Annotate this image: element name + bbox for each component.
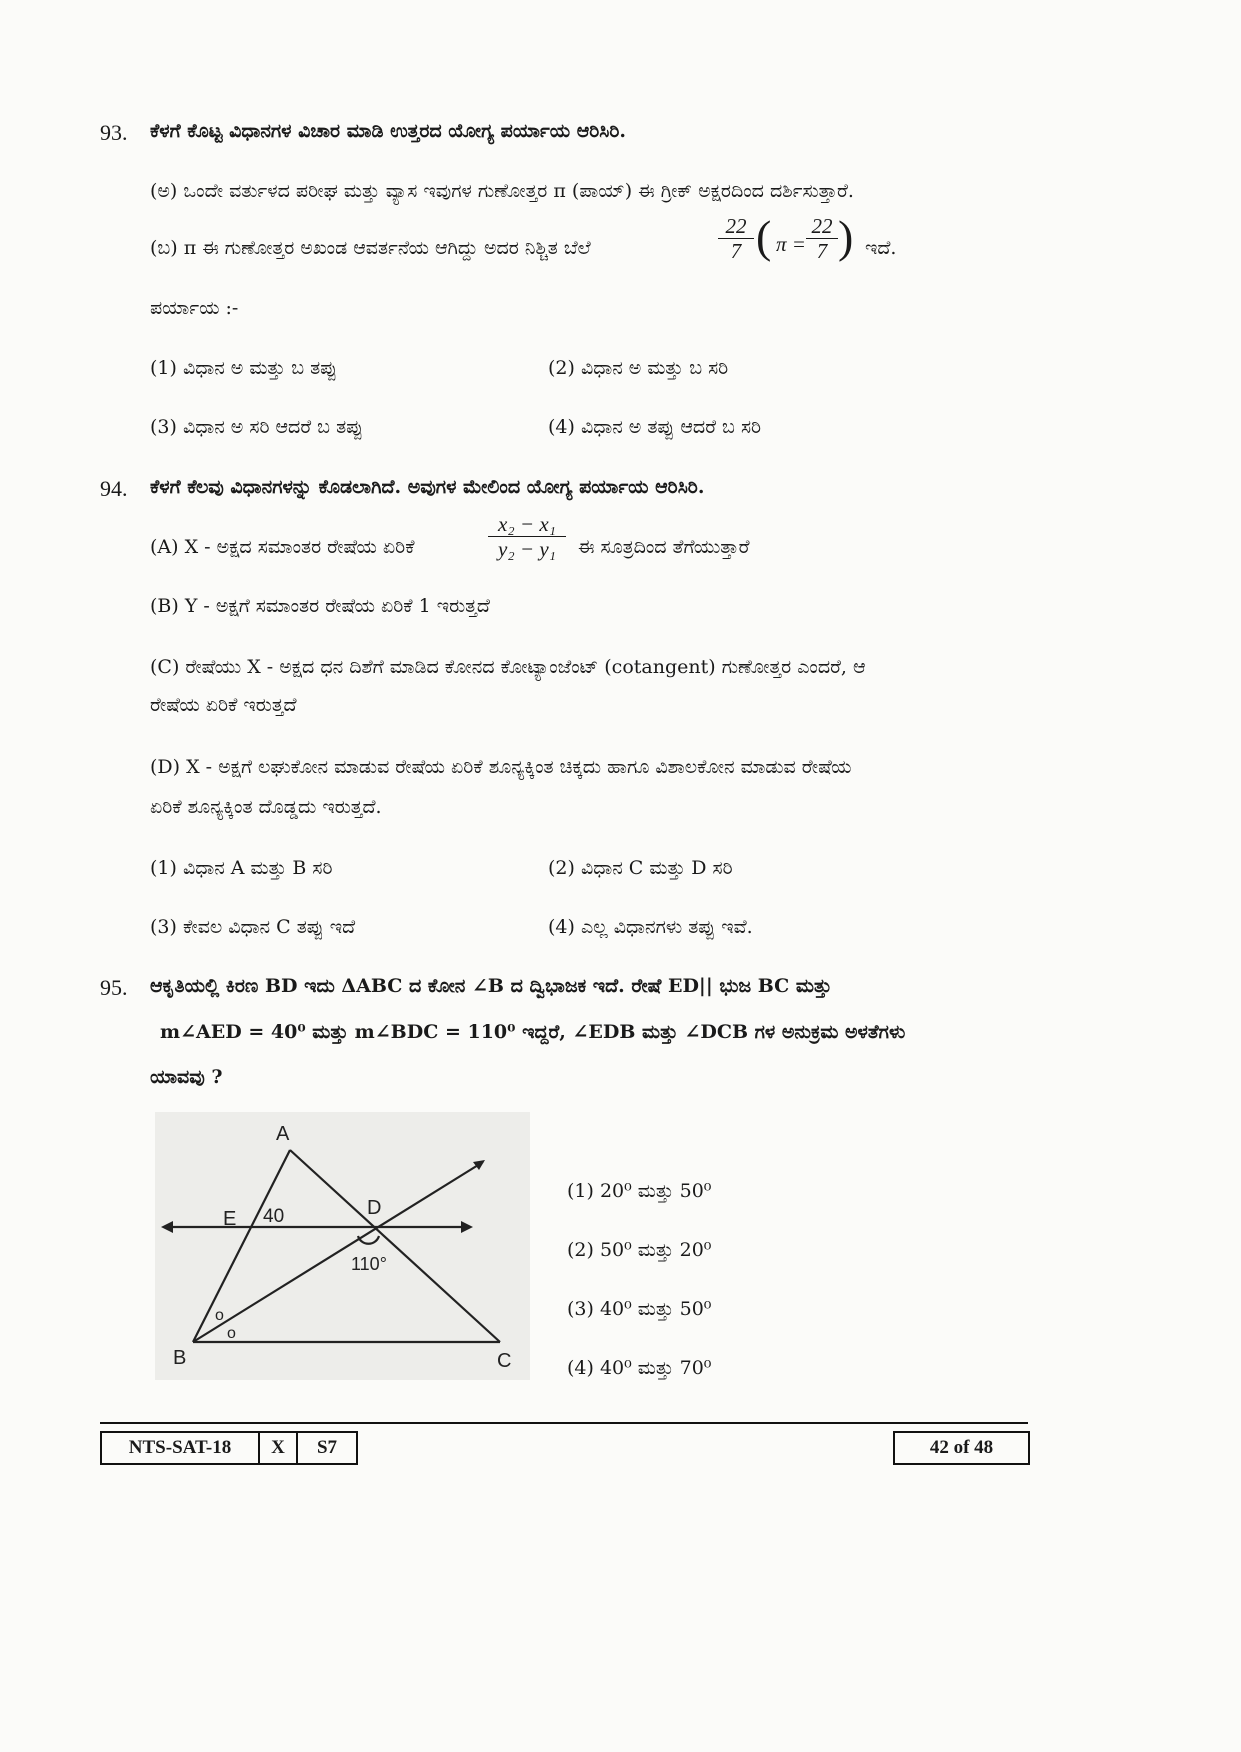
statement-c-line2: ರೇಷೆಯ ಏರಿಕೆ ಇರುತ್ತದೆ — [150, 694, 297, 716]
fraction-22-7 — [718, 214, 754, 263]
fraction-numerator: x₂ − x₁ — [498, 512, 556, 536]
question-number: 95. — [100, 975, 128, 1000]
statement-d-line2: ಏರಿಕೆ ಶೂನ್ಯಕ್ಕಿಂತ ದೊಡ್ಡದು ಇರುತ್ತದೆ. — [150, 796, 382, 818]
footer-page-number: 42 of 48 — [893, 1431, 1030, 1465]
footer-set: S7 — [296, 1431, 358, 1465]
question-line3: ಯಾವವು ? — [150, 1066, 223, 1088]
option-1: (1) ವಿಧಾನ A ಮತ್ತು B ಸರಿ — [150, 857, 333, 879]
question-line1: ಆಕೃತಿಯಲ್ಲಿ ಕಿರಣ BD ಇದು ΔABC ದ ಕೋನ ∠B ದ ದ್ವಿಭಾಜಕ ಇದೆ. ರೇಷೆ ED|| ಭುಜ BC ಮತ್ತು — [150, 975, 832, 997]
statement-c-line1: (C) ರೇಷೆಯು X - ಅಕ್ಷದ ಧನ ದಿಶೆಗೆ ಮಾಡಿದ ಕೋನದ ಕೋಟ್ಯಾಂಜೆಂಟ್ (cotangent) ಗುಣೋತ್ತರ ಎಂದರೆ, ಆ — [150, 656, 866, 678]
triangle-figure — [155, 1112, 530, 1380]
option-2: (2) 50⁰ ಮತ್ತು 20⁰ — [567, 1239, 712, 1261]
option-2: (2) ವಿಧಾನ ಅ ಮತ್ತು ಬ ಸರಿ — [548, 357, 729, 379]
left-paren: ( — [756, 211, 772, 262]
statement-b: (ಬ) π ಈ ಗುಣೋತ್ತರ ಅಖಂಡ ಆವರ್ತನೆಯ ಆಗಿದ್ದು ಅದರ ನಿಶ್ಚಿತ ಬೆಲೆ — [150, 237, 591, 259]
footer-class: X — [258, 1431, 298, 1465]
question-line2: m∠AED = 40⁰ ಮತ್ತು m∠BDC = 110⁰ ಇದ್ದರೆ, ∠EDB ಮತ್ತು ∠DCB ಗಳ ಅನುಕ್ರಮ ಅಳತೆಗಳು — [160, 1021, 906, 1043]
fraction-numerator: 22 — [811, 214, 833, 238]
fraction-denominator: 7 — [806, 238, 838, 263]
footer-exam-code: NTS-SAT-18 — [100, 1431, 260, 1465]
question-stem: ಕೆಳಗೆ ಕೆಲವು ವಿಧಾನಗಳನ್ನು ಕೊಡಲಾಗಿದೆ. ಅವುಗಳ ಮೇಲಿಂದ ಯೋಗ್ಯ ಪರ್ಯಾಯ ಆರಿಸಿರಿ. — [150, 476, 705, 498]
option-4: (4) 40⁰ ಮತ್ತು 70⁰ — [567, 1357, 712, 1379]
question-number: 94. — [100, 476, 128, 501]
statement-d-line1: (D) X - ಅಕ್ಷಗೆ ಲಘುಕೋನ ಮಾಡುವ ರೇಷೆಯ ಏರಿಕೆ ಶೂನ್ಯಕ್ಕಿಂತ ಚಿಕ್ಕದು ಹಾಗೂ ವಿಶಾಲಕೋನ ಮಾಡುವ ರೇಷೆಯ — [150, 756, 852, 778]
angle-mark-upper: o — [215, 1307, 224, 1324]
option-1: (1) ವಿಧಾನ ಅ ಮತ್ತು ಬ ತಪ್ಪು — [150, 357, 338, 379]
option-4: (4) ಎಲ್ಲ ವಿಧಾನಗಳು ತಪ್ಪು ಇವೆ. — [548, 916, 753, 938]
angle-40-label: 40 — [263, 1206, 285, 1227]
angle-110-label: 110° — [351, 1254, 387, 1274]
option-3: (3) ವಿಧಾನ ಅ ಸರಿ ಆದರೆ ಬ ತಪ್ಪು — [150, 416, 364, 438]
right-paren: ) — [838, 211, 854, 262]
statement-b: (B) Y - ಅಕ್ಷಗೆ ಸಮಾಂತರ ರೇಷೆಯ ಏರಿಕೆ 1 ಇರುತ್ತದೆ — [150, 595, 490, 617]
question-number: 93. — [100, 120, 128, 145]
statement-a: (ಅ) ಒಂದೇ ವರ್ತುಳದ ಪರೀಘ ಮತ್ತು ವ್ಯಾಸ ಇವುಗಳ ಗುಣೋತ್ತರ π (ಪಾಯ್) ಈ ಗ್ರೀಕ್ ಅಕ್ಷರದಿಂದ ದರ್ಶಿಸುತ್ತಾರೆ. — [150, 180, 854, 202]
label-b: B — [173, 1347, 187, 1369]
option-1: (1) 20⁰ ಮತ್ತು 50⁰ — [567, 1180, 712, 1202]
statement-a-end: ಈ ಸೂತ್ರದಿಂದ ತೆಗೆಯುತ್ತಾರೆ — [578, 536, 750, 558]
option-3: (3) 40⁰ ಮತ್ತು 50⁰ — [567, 1298, 712, 1320]
label-e: E — [223, 1208, 237, 1230]
option-2: (2) ವಿಧಾನ C ಮತ್ತು D ಸರಿ — [548, 857, 733, 879]
figure-background — [155, 1112, 530, 1380]
label-d: D — [367, 1197, 382, 1219]
fraction-denominator: 7 — [718, 238, 754, 263]
footer-rule — [100, 1422, 1028, 1424]
statement-b-end: ಇದೆ. — [865, 237, 897, 259]
pi-equals: π = — [776, 232, 806, 256]
options-label: ಪರ್ಯಾಯ :- — [150, 297, 239, 319]
fraction-numerator: 22 — [725, 214, 747, 238]
slope-fraction — [488, 512, 566, 561]
statement-a: (A) X - ಅಕ್ಷದ ಸಮಾಂತರ ರೇಷೆಯ ಏರಿಕೆ — [150, 536, 415, 558]
label-c: C — [497, 1350, 512, 1372]
fraction-denominator: y₂ − y₁ — [488, 536, 566, 561]
option-4: (4) ವಿಧಾನ ಅ ತಪ್ಪು ಆದರೆ ಬ ಸರಿ — [548, 416, 762, 438]
fraction-22-7-inner — [806, 214, 838, 263]
question-stem: ಕೆಳಗೆ ಕೊಟ್ಟ ವಿಧಾನಗಳ ವಿಚಾರ ಮಾಡಿ ಉತ್ತರದ ಯೋಗ್ಯ ಪರ್ಯಾಯ ಆರಿಸಿರಿ. — [150, 120, 627, 142]
angle-mark-lower: o — [227, 1325, 236, 1342]
option-3: (3) ಕೇವಲ ವಿಧಾನ C ತಪ್ಪು ಇದೆ — [150, 916, 356, 938]
label-a: A — [276, 1123, 290, 1145]
